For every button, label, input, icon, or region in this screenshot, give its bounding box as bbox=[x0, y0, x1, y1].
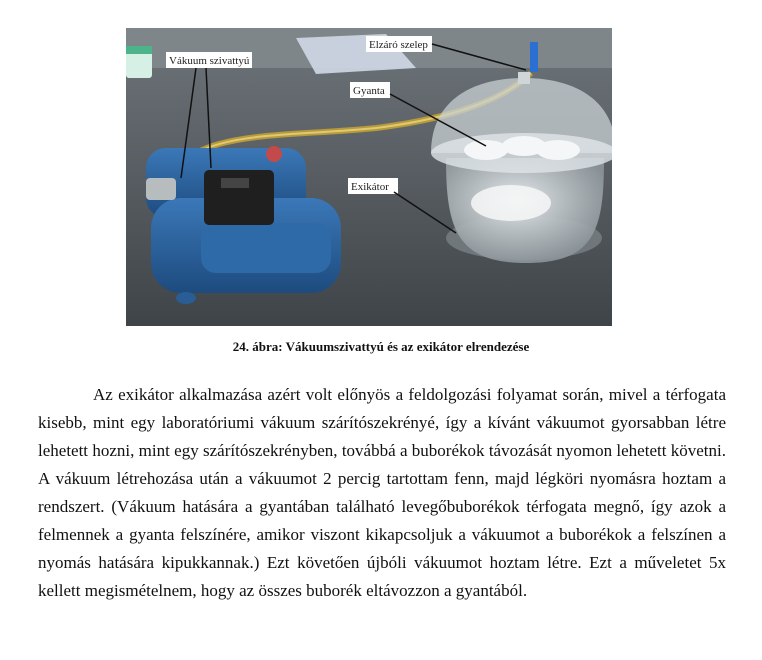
body-paragraph: Az exikátor alkalmazása azért volt előnyös a feldolgozási folyamat során, mivel a térfogata kisebb, mint egy laboratóriumi vákuum szárítószekrényé, így a kívánt vákuumot gyorsabban létre lehetett hozni, mint egy szárítószekrényben, továbbá a buborékok távozását nyomon lehetett követni. A vákuum létrehozása után a vákuumot 2 percig tartottam fenn, majd légköri nyomásra hoztam a rendszert. (Vákuum hatására a gyantában található levegőbuborékok térfogata megnő, így azok a felmennek a gyanta felszínére, amikor viszont kikapcsoljuk a vákuumot a buborékok a felszínen a nyomás hatására kipukkannak.) Ezt követően újbóli vákuumot hoztam létre. Ezt a műveletet 5x kellett megismételnem, hogy az összes buborék eltávozzon a gyantából. bbox=[38, 385, 726, 600]
label-pump-text: Vákuum szivattyú bbox=[169, 55, 250, 67]
figure-caption: 24. ábra: Vákuumszivattyú és az exikátor elrendezése bbox=[232, 339, 530, 354]
label-desiccator-text: Exikátor bbox=[351, 181, 389, 193]
label-resin-text: Gyanta bbox=[353, 85, 385, 97]
label-valve-text: Elzáró szelep bbox=[369, 39, 428, 51]
figure-photo bbox=[126, 28, 612, 326]
lab-photo bbox=[126, 28, 612, 326]
